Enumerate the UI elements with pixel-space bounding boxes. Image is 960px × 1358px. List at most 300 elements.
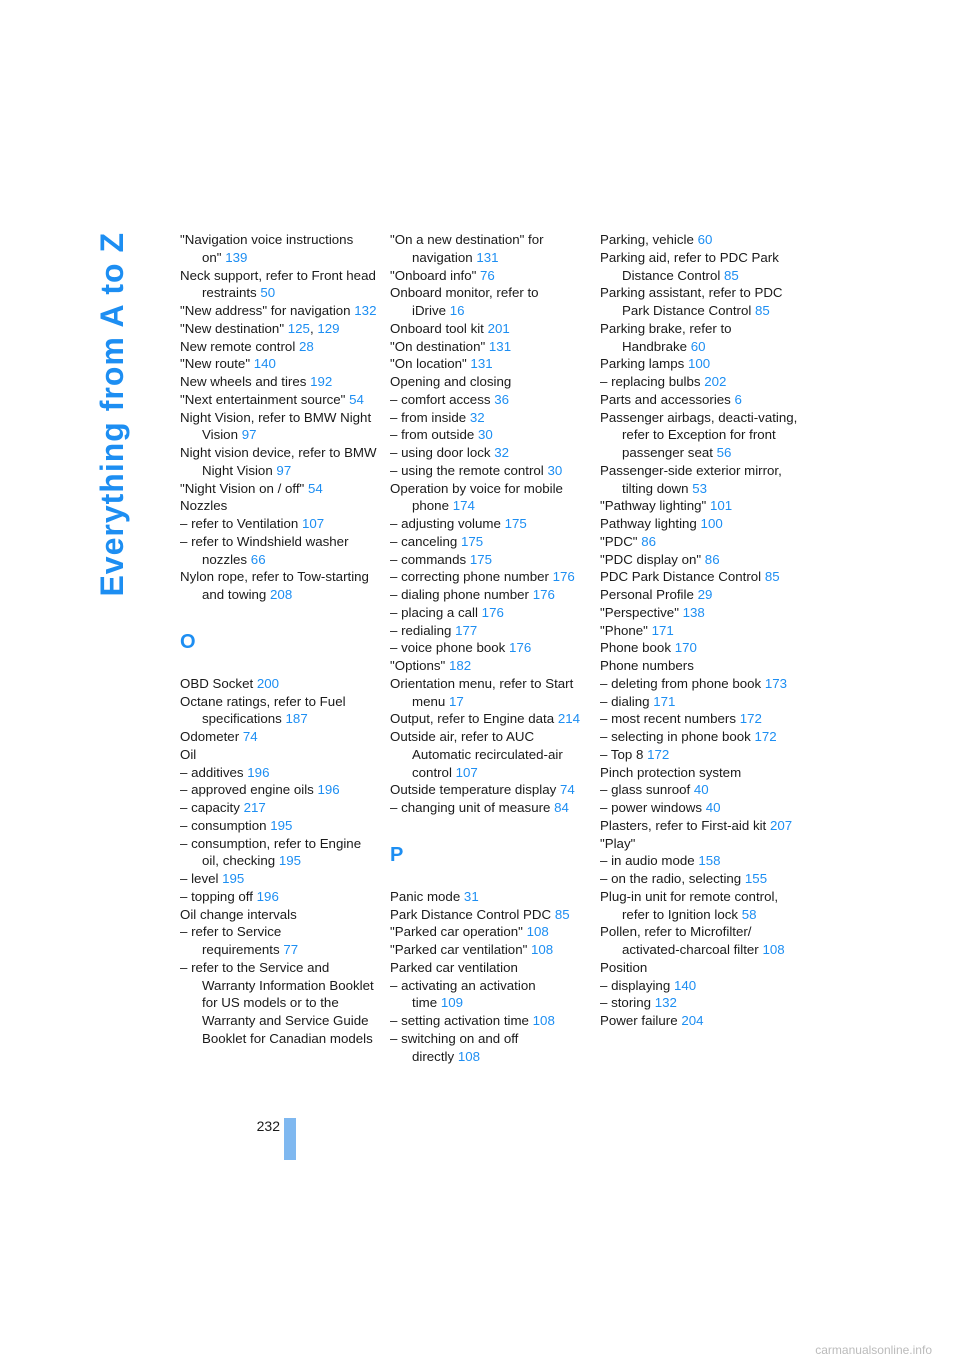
page-tab-marker	[284, 1118, 296, 1160]
page-reference-link[interactable]: 32	[494, 445, 510, 460]
index-entry-term: Park Distance Control PDC	[390, 906, 552, 922]
index-entry	[600, 888, 800, 924]
index-entry-term: – dialing	[600, 693, 650, 709]
index-entry-term: – capacity	[180, 800, 240, 815]
index-entry-term: "Parked car operation"	[390, 924, 523, 940]
index-entry	[180, 568, 380, 604]
index-entry-term: Night vision device, refer to BMW Night Vision	[180, 445, 377, 478]
index-entry-term: – additives	[180, 764, 244, 780]
index-entry	[600, 994, 800, 1012]
page-reference-link[interactable]: 32	[469, 409, 485, 425]
index-entry-term: – setting activation time	[390, 1013, 529, 1028]
index-entry-term: Pathway lighting	[600, 516, 697, 531]
index-entry	[390, 977, 590, 1013]
index-entry-term: Parking lamps	[600, 356, 685, 372]
index-entry	[180, 799, 380, 817]
index-entry	[180, 515, 380, 533]
index-entry-term: "Navigation voice instructions on"	[180, 232, 354, 265]
page-reference-link[interactable]: 101	[709, 498, 733, 514]
index-entry	[600, 284, 800, 320]
index-entry-term: Odometer	[180, 729, 240, 744]
index-entry	[600, 497, 800, 515]
index-entry	[390, 409, 590, 427]
page-reference-link[interactable]: 173	[764, 675, 788, 691]
page-reference-link[interactable]: 170	[674, 640, 697, 656]
index-entry: "New destination" 125, 129	[180, 320, 340, 336]
page-reference-link[interactable]: 86	[641, 533, 657, 549]
page-reference-link[interactable]: 85	[724, 267, 739, 283]
index-entry-term: Plug-in unit for remote control, refer to Ignition lock	[600, 888, 779, 922]
page-reference-link[interactable]: 100	[687, 356, 711, 372]
index-entry-term: "Next entertainment source"	[180, 391, 346, 407]
page-reference-link[interactable]: 176	[532, 587, 555, 602]
index-entry-term: – deleting from phone book	[600, 675, 762, 691]
page-reference-link[interactable]: 132	[654, 995, 677, 1011]
page-reference-link[interactable]: 204	[681, 1013, 704, 1028]
index-entry-term: Operation by voice for mobile phone	[390, 480, 563, 514]
index-entry-term: Parked car ventilation	[390, 959, 518, 975]
index-entry	[180, 409, 380, 445]
index-entry-term: PDC Park Distance Control	[600, 569, 762, 585]
index-entry	[180, 302, 380, 320]
index-entry-term: OBD Socket	[180, 675, 254, 691]
index-entry-term: Opening and closing	[390, 374, 512, 389]
page-reference-link[interactable]: 100	[700, 516, 723, 531]
watermark: carmanualsonline.info	[815, 1343, 932, 1357]
index-entry-term: – changing unit of measure	[390, 800, 551, 815]
page-reference-link[interactable]: 138	[682, 604, 705, 620]
page-reference-link[interactable]: 131	[470, 356, 493, 372]
page-reference-link[interactable]: 31	[463, 888, 479, 904]
index-entry	[600, 817, 800, 835]
index-entry	[600, 1012, 800, 1030]
page-reference-link[interactable]: 107	[301, 516, 325, 531]
index-entry-term: Orientation menu, refer to Start menu	[390, 675, 574, 709]
index-entry	[600, 586, 800, 604]
index-entry	[390, 1012, 590, 1030]
page-reference-link[interactable]: 196	[317, 782, 340, 798]
page-number: 232	[256, 1118, 280, 1134]
page-reference-link[interactable]: 129	[317, 320, 340, 336]
index-entry-term: "Play"	[600, 835, 636, 851]
index-entry	[180, 817, 380, 835]
page-reference-link[interactable]: 172	[739, 711, 762, 727]
index-entry	[390, 799, 590, 817]
index-entry	[390, 355, 590, 373]
page-reference-link[interactable]: 56	[716, 445, 732, 460]
page-reference-link[interactable]: 77	[283, 942, 299, 957]
index-entry-term: "Perspective"	[600, 604, 679, 620]
page-reference-link[interactable]: 158	[698, 853, 721, 869]
index-entry-term: – refer to Service requirements	[180, 924, 282, 957]
index-entry-term: Panic mode	[390, 888, 461, 904]
page-reference-link[interactable]: 125	[287, 320, 310, 336]
index-entry-term: Position	[600, 959, 648, 975]
index-entry	[390, 462, 590, 480]
index-entry-term: – topping off	[180, 888, 253, 904]
page-reference-link[interactable]: 53	[692, 480, 708, 496]
page-reference-link[interactable]: 175	[504, 516, 527, 531]
index-entry	[180, 906, 380, 924]
index-entry-term: – Top 8	[600, 746, 644, 762]
page-reference-link[interactable]: 85	[764, 569, 780, 585]
side-title: Everything from A to Z	[94, 232, 130, 597]
index-entry-term: "Phone"	[600, 622, 648, 638]
index-entry-term: Pinch protection system	[600, 764, 742, 780]
index-entry-term: – placing a call	[390, 604, 478, 620]
index-entry	[390, 391, 590, 409]
index-entry	[180, 923, 380, 959]
index-entry	[600, 835, 800, 853]
index-entry-term: – power windows	[600, 800, 702, 815]
index-entry-term: – on the radio, selecting	[600, 871, 742, 886]
index-entry-term: "New destination"	[180, 320, 285, 336]
index-entry	[600, 923, 800, 959]
page-reference-link[interactable]: 30	[547, 462, 563, 478]
index-entry	[390, 426, 590, 444]
index-entry-term: Parking aid, refer to PDC Park Distance Control	[600, 249, 779, 283]
index-entry-term: – refer to the Service and Warranty Information Booklet for US models or to the Warranty and Service Guide Booklet for Canadian models	[180, 959, 374, 1046]
index-entry	[180, 338, 380, 356]
index-entry	[390, 781, 590, 799]
index-entry	[390, 480, 590, 516]
page-reference-link[interactable]: 200	[256, 675, 280, 691]
index-entry	[390, 284, 590, 320]
index-entry	[600, 728, 800, 746]
index-entry-term: "Onboard info"	[390, 267, 477, 283]
index-entry	[180, 267, 380, 303]
index-entry-term: – adjusting volume	[390, 516, 501, 531]
index-entry	[390, 941, 590, 959]
index-entry	[180, 231, 380, 267]
index-entry-term: Passenger airbags, deacti-vating, refer to Exception for front passenger seat	[600, 409, 798, 460]
page-reference-link[interactable]: 182	[448, 658, 472, 673]
page-reference-link[interactable]: 174	[452, 498, 475, 514]
index-entry-term: Night Vision, refer to BMW Night Vision	[180, 409, 372, 443]
index-entry	[180, 675, 380, 693]
index-entry-term: "On a new destination" for navigation	[390, 232, 544, 265]
index-entry	[180, 355, 380, 373]
page-reference-link[interactable]: 16	[449, 303, 465, 318]
index-entry-term: – selecting in phone book	[600, 729, 751, 744]
index-entry	[600, 959, 800, 977]
index-entry	[390, 267, 590, 285]
index-entry	[390, 231, 590, 267]
page-reference-link[interactable]: 202	[704, 374, 727, 389]
index-entry	[600, 551, 800, 569]
index-entry	[600, 639, 800, 657]
index-entry-term: Oil	[180, 746, 197, 762]
index-entry-term: New wheels and tires	[180, 374, 307, 389]
index-entry	[180, 888, 380, 906]
index-entry-term: Passenger-side exterior mirror, tilting down	[600, 462, 782, 496]
index-entry-term: Outside air, refer to AUC Automatic recirculated-air control	[390, 729, 563, 780]
index-entry	[600, 249, 800, 285]
index-entry	[600, 409, 800, 462]
index-entry	[600, 462, 800, 498]
section-heading: O	[180, 630, 196, 653]
page-reference-link[interactable]: 86	[704, 551, 720, 567]
index-entry-term: "Options"	[390, 658, 446, 673]
index-entry	[600, 231, 800, 249]
index-entry	[390, 923, 590, 941]
page-reference-link[interactable]: 131	[488, 338, 512, 354]
page-reference-link[interactable]: 108	[526, 924, 549, 940]
page-reference-link[interactable]: 74	[242, 729, 258, 744]
page-reference-link[interactable]: 171	[653, 693, 676, 709]
page-reference-link[interactable]: 172	[754, 729, 777, 744]
index-entry-term: – switching on and off directly	[390, 1030, 519, 1064]
index-entry	[600, 852, 800, 870]
index-entry-term: "New address" for navigation	[180, 303, 351, 318]
page-reference-link[interactable]: 6	[734, 391, 742, 407]
index-entry-term: Phone numbers	[600, 658, 694, 673]
page-reference-link[interactable]: 40	[693, 782, 709, 798]
index-entry-term: – refer to Windshield washer nozzles	[180, 533, 349, 567]
index-entry	[390, 586, 590, 604]
page-reference-link[interactable]: 171	[651, 622, 674, 638]
index-column-1	[180, 231, 380, 1048]
index-entry	[390, 320, 590, 338]
page-reference-link[interactable]: 195	[222, 871, 245, 886]
page-reference-link[interactable]: 176	[481, 604, 504, 620]
index-entry-term: Parking assistant, refer to PDC Park Distance Control	[600, 285, 783, 318]
page-reference-link[interactable]: 196	[256, 888, 279, 904]
index-entry	[180, 533, 380, 569]
page-reference-link[interactable]: 108	[457, 1048, 481, 1064]
page-reference-link[interactable]: 139	[225, 249, 248, 265]
page-reference-link[interactable]: 140	[673, 977, 697, 993]
page-reference-link[interactable]: 201	[487, 320, 510, 336]
page-reference-link[interactable]: 131	[476, 249, 499, 265]
index-entry	[600, 622, 800, 640]
page-reference-link[interactable]: 196	[247, 764, 270, 780]
page-reference-link[interactable]: 187	[285, 711, 308, 727]
index-entry	[600, 746, 800, 764]
index-entry	[390, 1030, 590, 1066]
page-reference-link[interactable]: 207	[769, 817, 793, 833]
index-entry-term: Parking, vehicle	[600, 232, 694, 247]
index-entry	[180, 373, 380, 391]
index-entry	[600, 977, 800, 995]
index-entry-term: Onboard monitor, refer to iDrive	[390, 285, 539, 318]
page-reference-link[interactable]: 84	[554, 800, 569, 815]
index-entry	[180, 959, 380, 1048]
page-reference-link[interactable]: 208	[270, 587, 293, 602]
index-entry	[390, 551, 590, 569]
index-entry-term: – consumption	[180, 817, 267, 833]
page-reference-link[interactable]: 175	[469, 551, 493, 567]
page-reference-link[interactable]: 108	[762, 942, 785, 957]
index-entry-term: – correcting phone number	[390, 569, 549, 585]
index-entry	[180, 781, 380, 799]
page-reference-link[interactable]: 17	[448, 693, 464, 709]
page-reference-link[interactable]: 132	[354, 303, 377, 318]
index-entry	[390, 675, 590, 711]
page-reference-link[interactable]: 155	[744, 871, 768, 886]
index-entry	[390, 888, 590, 906]
page-reference-link[interactable]: 175	[460, 533, 484, 549]
index-entry	[390, 515, 590, 533]
index-entry	[600, 799, 800, 817]
index-entry	[180, 391, 380, 409]
index-entry	[180, 728, 380, 746]
page-reference-link[interactable]: 97	[276, 462, 292, 478]
page-reference-link[interactable]: 108	[532, 1013, 555, 1028]
index-entry	[600, 391, 800, 409]
page-reference-link[interactable]: 195	[270, 817, 293, 833]
index-entry-term: – consumption, refer to Engine oil, checking	[180, 835, 362, 869]
index-entry	[180, 746, 380, 764]
index-entry	[390, 906, 590, 924]
index-entry-term: Onboard tool kit	[390, 320, 484, 336]
index-entry-term: Nylon rope, refer to Tow-starting and towing	[180, 569, 369, 602]
index-entry	[390, 959, 590, 977]
index-entry-term: – from inside	[390, 409, 467, 425]
index-entry-term: – storing	[600, 995, 651, 1011]
index-entry	[180, 835, 380, 871]
index-entry-term: – dialing phone number	[390, 587, 529, 602]
index-entry	[390, 338, 590, 356]
index-entry-term: – displaying	[600, 977, 671, 993]
page-reference-link[interactable]: 29	[697, 587, 713, 602]
index-entry-term: – level	[180, 871, 219, 886]
index-entry-term: Personal Profile	[600, 587, 694, 602]
page-reference-link[interactable]: 54	[349, 391, 364, 407]
index-entry-term: Nozzles	[180, 498, 228, 514]
index-entry-term: Plasters, refer to First-aid kit	[600, 817, 767, 833]
index-entry	[180, 444, 380, 480]
index-entry-term: Pollen, refer to Microfilter/ activated-charcoal filter	[600, 924, 759, 957]
page-reference-link[interactable]: 85	[755, 303, 770, 318]
index-entry	[180, 764, 380, 782]
page-reference-link[interactable]: 140	[253, 356, 276, 372]
index-entry	[390, 622, 590, 640]
index-entry-term: – comfort access	[390, 391, 491, 407]
index-entry	[390, 533, 590, 551]
index-entry-term: – most recent numbers	[600, 711, 736, 727]
section-heading: P	[390, 843, 404, 866]
page-reference-link[interactable]: 54	[307, 480, 323, 496]
page-reference-link[interactable]: 28	[299, 338, 314, 354]
index-entry	[390, 373, 590, 391]
index-entry-term: Outside temperature display	[390, 782, 557, 798]
page-reference-link[interactable]: 177	[455, 622, 478, 638]
index-entry-term: Octane ratings, refer to Fuel specifications	[180, 693, 346, 727]
index-entry	[390, 710, 590, 728]
index-entry-term: Neck support, refer to Front head restraints	[180, 267, 376, 301]
index-entry	[600, 675, 800, 693]
page-reference-link[interactable]: 50	[260, 285, 276, 301]
index-entry-term: "Pathway lighting"	[600, 498, 707, 514]
page-reference-link[interactable]: 76	[480, 267, 495, 283]
index-entry	[600, 710, 800, 728]
page-reference-link[interactable]: 85	[554, 906, 570, 922]
index-entry	[390, 604, 590, 622]
index-entry	[600, 693, 800, 711]
index-entry-term: – refer to Ventilation	[180, 516, 299, 531]
page-reference-link[interactable]: 74	[560, 782, 575, 798]
index-entry-term: Phone book	[600, 640, 671, 656]
index-entry	[600, 604, 800, 622]
index-entry-term: New remote control	[180, 338, 296, 354]
page-reference-link[interactable]: 195	[278, 853, 302, 869]
index-entry-term: – in audio mode	[600, 853, 695, 869]
index-entry-term: – using the remote control	[390, 462, 544, 478]
page-reference-link[interactable]: 192	[310, 374, 333, 389]
index-entry-term: Oil change intervals	[180, 906, 297, 922]
index-entry	[390, 444, 590, 462]
page-reference-link[interactable]: 40	[705, 800, 721, 815]
index-entry-term: – replacing bulbs	[600, 374, 701, 389]
index-column-3	[600, 231, 800, 1030]
index-entry	[390, 639, 590, 657]
index-entry	[600, 533, 800, 551]
index-entry-term: – approved engine oils	[180, 782, 314, 798]
page-reference-link[interactable]: 36	[494, 391, 509, 407]
index-entry	[390, 568, 590, 586]
page-reference-link[interactable]: 30	[477, 427, 493, 443]
index-entry	[600, 373, 800, 391]
index-entry-term: "New route"	[180, 356, 251, 372]
index-entry	[180, 497, 380, 515]
index-entry-term: – voice phone book	[390, 640, 506, 656]
page-reference-link[interactable]: 176	[552, 569, 575, 585]
index-entry	[600, 355, 800, 373]
page-reference-link[interactable]: 60	[690, 338, 706, 354]
index-entry	[600, 870, 800, 888]
index-entry-term: – redialing	[390, 622, 452, 638]
index-entry-term: – glass sunroof	[600, 782, 691, 798]
index-entry-term: "On location"	[390, 356, 467, 372]
index-entry-term: "Night Vision on / off"	[180, 480, 305, 496]
index-entry-term: Output, refer to Engine data	[390, 711, 555, 727]
index-entry	[600, 568, 800, 586]
index-entry	[600, 764, 800, 782]
index-entry-term: "PDC"	[600, 533, 638, 549]
index-entry-term: "PDC display on"	[600, 551, 702, 567]
page-reference-link[interactable]: 66	[250, 551, 266, 567]
index-entry-term: Power failure	[600, 1013, 678, 1028]
page-reference-link[interactable]: 60	[697, 232, 713, 247]
index-entry-term: – using door lock	[390, 445, 491, 460]
index-entry-term: – activating an activation time	[390, 977, 536, 1011]
page-reference-link[interactable]: 58	[741, 906, 757, 922]
index-entry	[600, 515, 800, 533]
index-column-2	[390, 231, 590, 1065]
index-entry	[600, 320, 800, 356]
index-entry-term: Parts and accessories	[600, 391, 731, 407]
index-entry-term: – canceling	[390, 533, 458, 549]
page-reference-link[interactable]: 97	[241, 427, 257, 443]
index-entry-term: – commands	[390, 551, 467, 567]
index-entry	[390, 728, 590, 781]
page-reference-link[interactable]: 172	[647, 746, 670, 762]
page-reference-link[interactable]: 214	[557, 711, 580, 727]
index-entry	[180, 693, 380, 729]
page-reference-link[interactable]: 109	[440, 995, 464, 1011]
index-entry-term: Parking brake, refer to Handbrake	[600, 320, 732, 354]
page-reference-link[interactable]: 176	[509, 640, 532, 656]
page-reference-link[interactable]: 107	[455, 764, 478, 780]
index-entry-term: "On destination"	[390, 338, 486, 354]
page-reference-link[interactable]: 108	[531, 942, 554, 957]
page-reference-link[interactable]: 217	[243, 800, 266, 815]
index-entry-term: – from outside	[390, 427, 475, 443]
index-entry	[180, 870, 380, 888]
index-entry-term: "Parked car ventilation"	[390, 942, 528, 957]
index-entry	[390, 657, 590, 675]
